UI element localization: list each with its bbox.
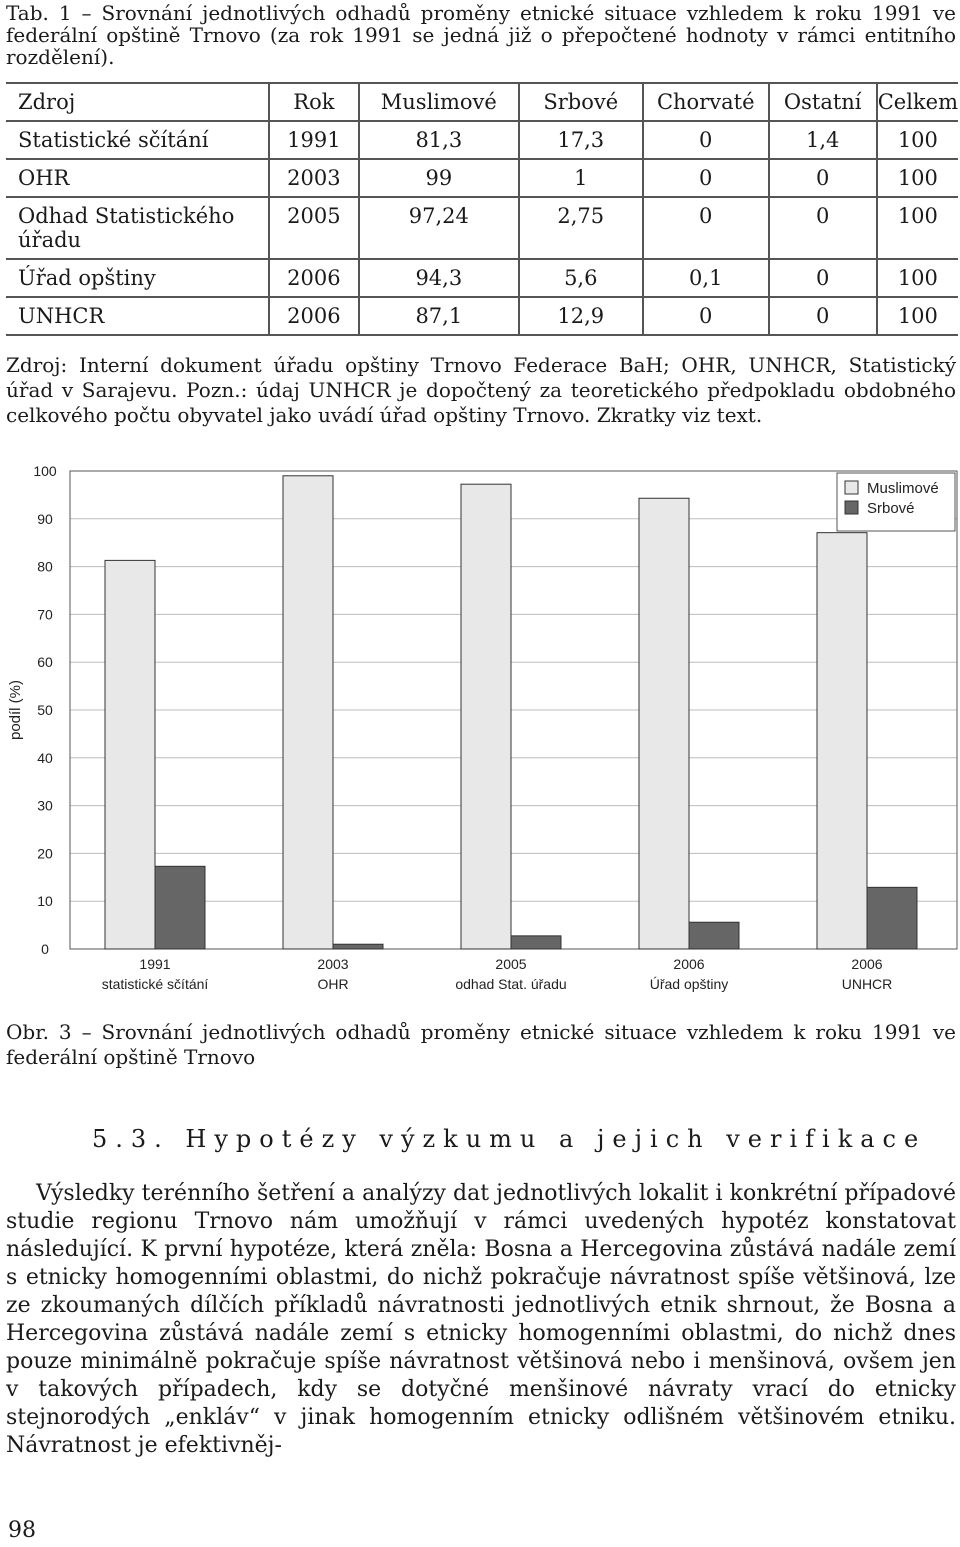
x-tick-label-source: Úřad opštiny xyxy=(649,976,729,992)
x-tick-label-year: 2006 xyxy=(851,956,883,972)
bar-muslimov xyxy=(461,484,511,949)
table-cell: 100 xyxy=(877,121,958,159)
header-celkem: Celkem xyxy=(877,83,958,121)
table-cell: 2006 xyxy=(269,297,359,335)
table-cell: 81,3 xyxy=(359,121,519,159)
table-cell: 100 xyxy=(877,297,958,335)
table-cell: 1991 xyxy=(269,121,359,159)
table-source-note: Zdroj: Interní dokument úřadu opštiny Trnovo Federace BaH; OHR, UNHCR, Statistický úřad v Sarajevu. Pozn.: údaj UNHCR je dopočtený za teoretického předpokladu obdobného celkového počtu obyvatel jako uvádí úřad opštiny Trnovo. Zkratky viz text. xyxy=(6,353,956,427)
table-cell: 17,3 xyxy=(519,121,643,159)
table-cell: 1 xyxy=(519,159,643,197)
table-row xyxy=(6,297,958,335)
table-cell: 0 xyxy=(643,159,769,197)
x-tick-label-year: 2005 xyxy=(495,956,527,972)
table-header-row xyxy=(6,83,958,121)
bar-srbov xyxy=(689,922,739,949)
bar-srbov xyxy=(333,944,383,949)
table-cell: Statistické sčítání xyxy=(6,121,269,159)
table-cell: 100 xyxy=(877,159,958,197)
bar-srbov xyxy=(511,936,561,949)
bar-muslimov xyxy=(817,533,867,949)
y-tick-label: 70 xyxy=(37,606,53,623)
table-cell: 0 xyxy=(769,159,877,197)
header-muslimove: Muslimové xyxy=(359,83,519,121)
table-cell: 100 xyxy=(877,259,958,297)
legend-swatch xyxy=(845,501,858,514)
bar-muslimov xyxy=(639,498,689,949)
legend-label: Muslimové xyxy=(867,480,939,497)
y-tick-label: 10 xyxy=(37,893,53,910)
table-cell: 0 xyxy=(769,259,877,297)
x-tick-label-source: OHR xyxy=(317,976,349,992)
legend-swatch xyxy=(845,481,858,494)
table-cell: UNHCR xyxy=(6,297,269,335)
table-row xyxy=(6,121,958,159)
x-tick-label-year: 1991 xyxy=(139,956,171,972)
x-tick-label-source: statistické sčítání xyxy=(101,976,209,992)
table-cell: 0 xyxy=(643,297,769,335)
header-ostatni: Ostatní xyxy=(769,83,877,121)
table-cell: 0 xyxy=(769,297,877,335)
table-cell: 87,1 xyxy=(359,297,519,335)
y-axis-label: podíl (%) xyxy=(7,679,24,741)
y-tick-label: 100 xyxy=(33,463,57,479)
y-tick-label: 80 xyxy=(37,558,53,575)
y-tick-label: 90 xyxy=(37,510,53,527)
y-tick-label: 0 xyxy=(41,941,49,957)
table-row xyxy=(6,259,958,297)
table-cell: 0 xyxy=(769,197,877,259)
body-paragraph: Výsledky terénního šetření a analýzy dat jednotlivých lokalit i konkrétní případové studie regionu Trnovo nám umožňují v rámci uvedených hypotéz konstatovat následující. K první hypotéze, která zněla: Bosna a Hercegovina zůstává nadále zemí s etnicky homogenními oblastmi, do nichž pokračuje návratnost spíše většinová, lze ze zkoumaných dílčích příkladů návratnosti jednotlivých etnik shrnout, že Bosna a Hercegovina zůstává nadále zemí s etnicky homogenními oblastmi, do nichž dnes pouze minimálně pokračuje spíše návratnost většinová nebo i menšinová, ovšem jen v takových případech, kdy se dotyčné menšinové návraty vrací do etnicky stejnorodých „enkláv“ v jinak homogenním etnicky odlišném většinovém etniku. Návratnost je efektivněj- xyxy=(6,1181,956,1458)
page-number: 98 xyxy=(8,1518,36,1543)
bar-srbov xyxy=(867,887,917,949)
bar-muslimov xyxy=(283,476,333,949)
section-heading: 5.3. Hypotézy výzkumu a jejich verifikace xyxy=(92,1125,927,1153)
y-tick-label: 40 xyxy=(37,749,53,766)
bar-muslimov xyxy=(105,560,155,949)
legend-label: Srbové xyxy=(867,500,915,517)
table-cell: 2003 xyxy=(269,159,359,197)
table-cell: 97,24 xyxy=(359,197,519,259)
table-cell: 2,75 xyxy=(519,197,643,259)
table-caption: Tab. 1 – Srovnání jednotlivých odhadů proměny etnické situace vzhledem k roku 1991 ve federální opštině Trnovo (za rok 1991 se jedná již o přepočtené hodnoty v rámci entitního rozdělení). xyxy=(6,1,956,69)
y-tick-label: 20 xyxy=(37,845,53,862)
table-cell: 0 xyxy=(643,197,769,259)
table-cell: 2005 xyxy=(269,197,359,259)
data-table xyxy=(6,82,958,336)
figure-caption: Obr. 3 – Srovnání jednotlivých odhadů proměny etnické situace vzhledem k roku 1991 ve federální opštině Trnovo xyxy=(6,1020,956,1069)
table-row xyxy=(6,159,958,197)
x-tick-label-year: 2006 xyxy=(673,956,705,972)
y-tick-label: 30 xyxy=(37,797,53,814)
table-cell: OHR xyxy=(6,159,269,197)
table-cell: 5,6 xyxy=(519,259,643,297)
table-cell: 12,9 xyxy=(519,297,643,335)
table-cell: 0,1 xyxy=(643,259,769,297)
bar-chart xyxy=(0,455,960,1005)
bar-srbov xyxy=(155,866,205,949)
header-chorvate: Chorvaté xyxy=(643,83,769,121)
table-cell: 1,4 xyxy=(769,121,877,159)
x-tick-label-source: UNHCR xyxy=(841,976,893,992)
y-tick-label: 60 xyxy=(37,654,53,671)
table-cell: 0 xyxy=(643,121,769,159)
table-row xyxy=(6,197,958,259)
y-tick-label: 50 xyxy=(37,702,53,718)
table-cell: Úřad opštiny xyxy=(6,259,269,297)
table-cell: 100 xyxy=(877,197,958,259)
x-tick-label-source: odhad Stat. úřadu xyxy=(455,976,567,992)
table-cell: Odhad Statistického úřadu xyxy=(6,197,269,259)
header-zdroj: Zdroj xyxy=(6,83,269,121)
header-srbove: Srbové xyxy=(519,83,643,121)
table-cell: 94,3 xyxy=(359,259,519,297)
x-tick-label-year: 2003 xyxy=(317,956,349,972)
table-cell: 99 xyxy=(359,159,519,197)
header-rok: Rok xyxy=(269,83,359,121)
table-cell: 2006 xyxy=(269,259,359,297)
